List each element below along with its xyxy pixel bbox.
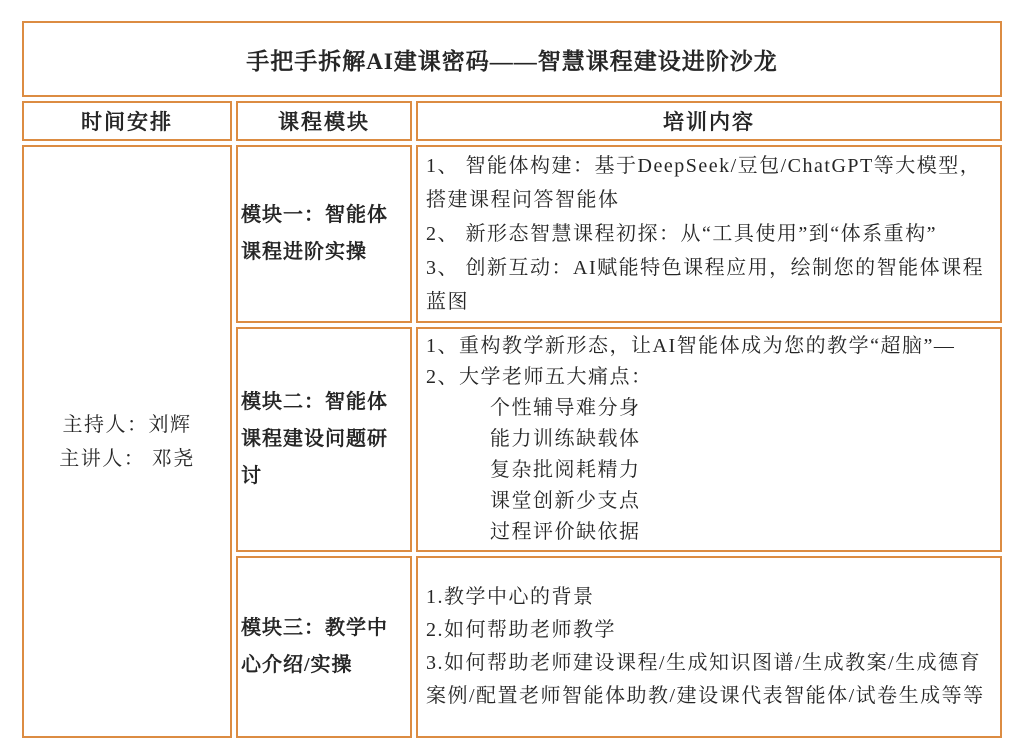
content-item: 1.教学中心的背景	[426, 586, 595, 608]
speaker-cell	[22, 145, 232, 738]
content-cell-1	[416, 145, 1002, 323]
content-item: 3、 创新互动：AI赋能特色课程应用，绘制您的智能体课程蓝图	[426, 257, 985, 313]
column-header-module: 课程模块	[236, 101, 412, 141]
column-header-time: 时间安排	[22, 101, 232, 141]
lecturer-line: 主讲人： 邓尧	[59, 447, 195, 470]
body-row-1	[22, 145, 1002, 323]
pain-point-item: 能力训练缺载体	[490, 428, 641, 450]
content-item: 2.如何帮助老师教学	[426, 619, 616, 641]
module-cell-3: 模块三：教学中心介绍/实操	[236, 556, 412, 738]
content-cell-2	[416, 327, 1002, 552]
pain-point-item: 课堂创新少支点	[490, 490, 641, 512]
pain-point-item: 个性辅导难分身	[490, 397, 641, 419]
content-item: 2、 新形态智慧课程初探：从“工具使用”到“体系重构”	[426, 223, 938, 245]
content-item: 2、大学老师五大痛点：	[426, 366, 653, 388]
content-item: 3.如何帮助老师建设课程/生成知识图谱/生成教案/生成德育案例/配置老师智能体助教/建设课代表智能体/试卷生成等等	[426, 652, 985, 707]
content-item: 1、 智能体构建：基于DeepSeek/豆包/ChatGPT等大模型，搭建课程问答智能体	[426, 155, 982, 211]
pain-point-item: 过程评价缺依据	[490, 521, 641, 543]
content-cell-3	[416, 556, 1002, 738]
pain-point-item: 复杂批阅耗精力	[490, 459, 641, 481]
content-item: 1、重构教学新形态，让AI智能体成为您的教学“超脑”—	[426, 335, 956, 357]
header-row	[22, 101, 1002, 141]
module-cell-1: 模块一：智能体课程进阶实操	[236, 145, 412, 323]
module-cell-2: 模块二：智能体课程建设问题研讨	[236, 327, 412, 552]
host-line: 主持人：刘辉	[62, 413, 192, 436]
training-agenda-table	[18, 17, 1006, 742]
title-row	[22, 21, 1002, 97]
column-header-content: 培训内容	[416, 101, 1002, 141]
document-title: 手把手拆解AI建课密码——智慧课程建设进阶沙龙	[22, 21, 1002, 97]
